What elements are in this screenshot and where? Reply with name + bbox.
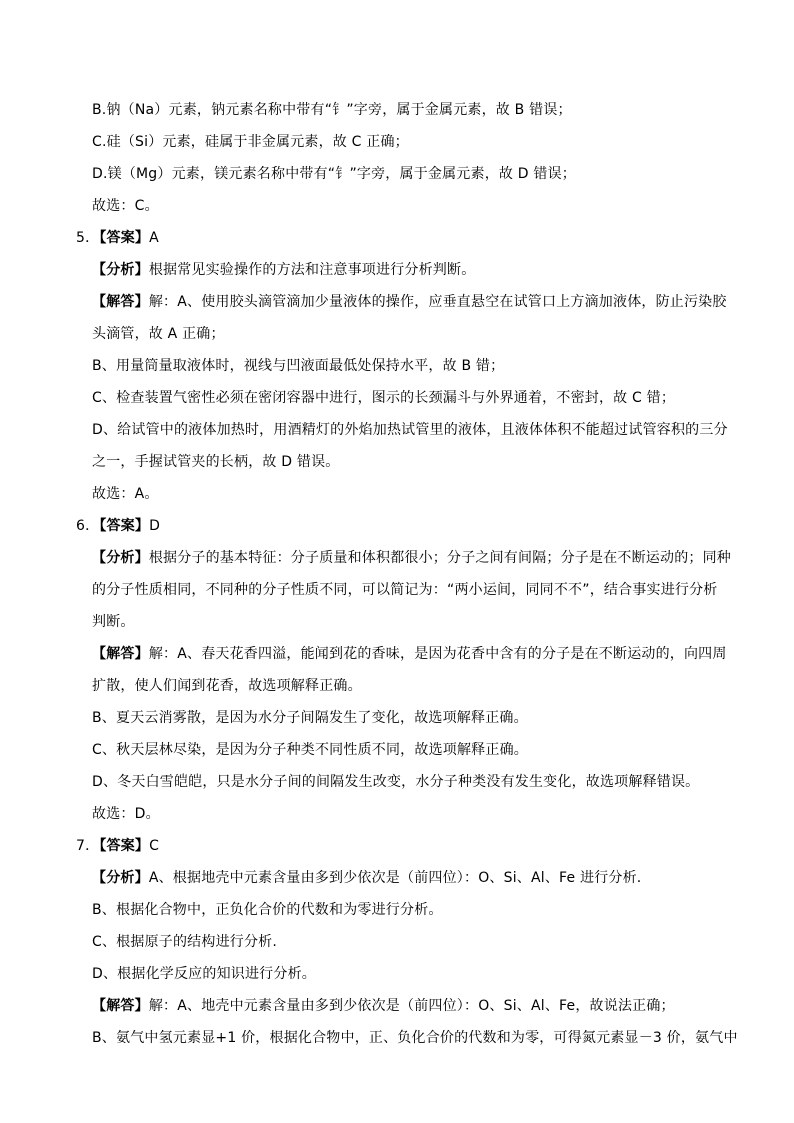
q6-solution-a-line1 xyxy=(92,644,727,664)
q7-solution-a xyxy=(92,996,675,1016)
q4-option-b-explanation: B.钠（Na）元素，钠元素名称中带有“钅”字旁，属于金属元素，故 B 错误； xyxy=(92,102,572,118)
q7-answer-tag: 【答案】 xyxy=(99,838,150,854)
q7-analysis-tag: 【分析】 xyxy=(92,870,149,886)
q5-solution-b: B、用量筒量取液体时，视线与凹液面最低处保持水平，故 B 错； xyxy=(92,358,505,374)
q6-analysis-tag: 【分析】 xyxy=(92,550,149,566)
q7-analysis-c: C、根据原子的结构进行分析. xyxy=(92,934,278,950)
q6-analysis-line3: 判断。 xyxy=(92,614,135,630)
q6-solution-c: C、秋天层林尽染，是因为分子种类不同性质不同，故选项解释正确。 xyxy=(92,742,528,758)
q6-number: 6． xyxy=(76,518,100,534)
q7-solution-b-line1: B、氨气中氢元素显+1 价，根据化合物中，正、负化合价的代数和为零，可得氮元素显－3 价，氨气中 xyxy=(92,1030,738,1046)
q5-answer-line xyxy=(76,228,159,248)
q5-solution-d-line2: 之一，手握试管夹的长柄，故 D 错误。 xyxy=(92,454,340,470)
q5-solution-c: C、检查装置气密性必须在密闭容器中进行，图示的长颈漏斗与外界通着，不密封，故 C 错； xyxy=(92,390,676,406)
q5-answer-tag: 【答案】 xyxy=(99,230,150,246)
q6-solution-tag: 【解答】 xyxy=(92,646,149,662)
q5-solution-d-line1: D、给试管中的液体加热时，用酒精灯的外焰加热试管里的液体，且液体体积不能超过试管容积的三分 xyxy=(92,422,728,438)
q6-solution-d: D、冬天白雪皑皑，只是水分子间的间隔发生改变，水分子种类没有发生变化，故选项解释错误。 xyxy=(92,774,700,790)
q6-analysis-text1: 根据分子的基本特征：分子质量和体积都很小；分子之间有间隔；分子是在不断运动的；同种 xyxy=(148,550,732,566)
q7-solution-a-text: 解：A、地壳中元素含量由多到少依次是（前四位）：O、Si、Al、Fe，故说法正确； xyxy=(148,998,675,1014)
q6-analysis-line2: 的分子性质相同，不同种的分子性质不同，可以简记为：“两小运间，同同不不”，结合事实进行分析 xyxy=(92,582,718,598)
q7-analysis-a-text: A、根据地壳中元素含量由多到少依次是（前四位）：O、Si、Al、Fe 进行分析. xyxy=(148,870,642,886)
q6-analysis-line1 xyxy=(92,548,731,568)
q6-answer: D xyxy=(149,518,161,534)
q6-answer-line xyxy=(76,516,160,536)
q6-solution-a-text: 解：A、春天花香四溢，能闻到花的香味，是因为花香中含有的分子是在不断运动的，向四周 xyxy=(148,646,727,662)
q6-solution-b: B、夏天云消雾散，是因为水分子间隔发生了变化，故选项解释正确。 xyxy=(92,710,528,726)
q7-analysis-d: D、根据化学反应的知识进行分析。 xyxy=(92,966,316,982)
q7-solution-tag: 【解答】 xyxy=(92,998,149,1014)
q5-solution-a-line2: 头滴管，故 A 正确； xyxy=(92,326,225,342)
q5-choice: 故选：A。 xyxy=(92,486,159,502)
q7-number: 7． xyxy=(76,838,100,854)
q4-choice: 故选：C。 xyxy=(92,198,159,214)
q7-answer-line xyxy=(76,836,159,856)
q5-analysis-text: 根据常见实验操作的方法和注意事项进行分析判断。 xyxy=(148,262,476,278)
q5-analysis xyxy=(92,260,475,280)
q6-solution-a-line2: 扩散，使人们闻到花香，故选项解释正确。 xyxy=(92,678,362,694)
q5-solution-a-text: 解：A、使用胶头滴管滴加少量液体的操作，应垂直悬空在试管口上方滴加液体，防止污染胶 xyxy=(148,294,727,310)
q5-solution-tag: 【解答】 xyxy=(92,294,149,310)
q6-answer-tag: 【答案】 xyxy=(99,518,150,534)
q6-choice: 故选：D。 xyxy=(92,806,160,822)
q5-analysis-tag: 【分析】 xyxy=(92,262,149,278)
q5-solution-a-line1 xyxy=(92,292,727,312)
q7-analysis-b: B、根据化合物中，正负化合价的代数和为零进行分析。 xyxy=(92,902,443,918)
q4-option-c-explanation: C.硅（Si）元素，硅属于非金属元素，故 C 正确； xyxy=(92,134,409,150)
q7-answer: C xyxy=(149,838,160,854)
q5-answer: A xyxy=(149,230,159,246)
q4-option-d-explanation: D.镁（Mg）元素，镁元素名称中带有“钅”字旁，属于金属元素，故 D 错误； xyxy=(92,166,576,182)
q7-analysis-a xyxy=(92,868,641,888)
q5-number: 5． xyxy=(76,230,100,246)
